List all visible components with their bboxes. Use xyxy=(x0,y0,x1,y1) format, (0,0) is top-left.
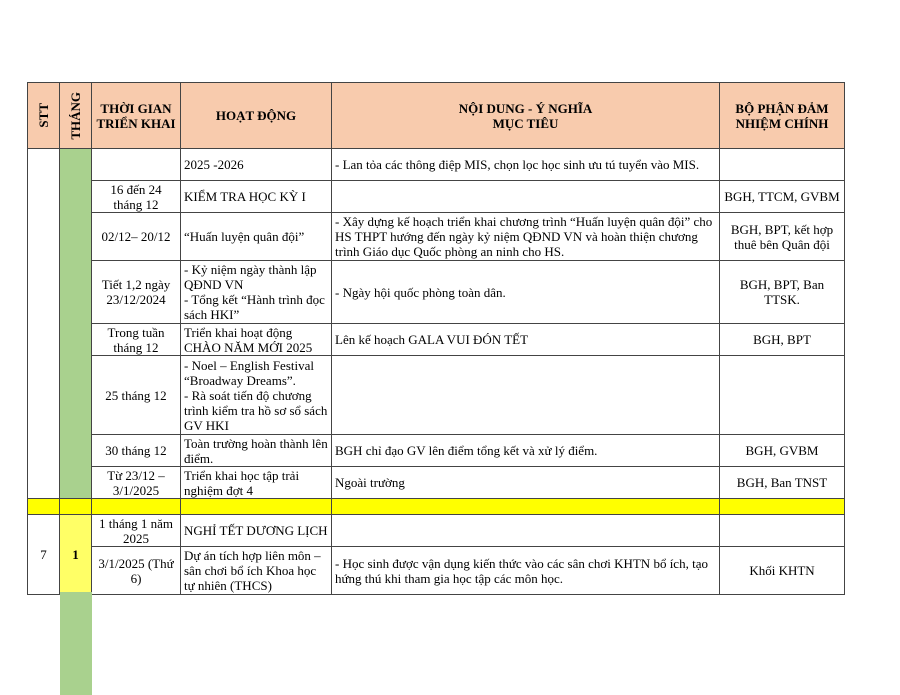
table-row xyxy=(28,149,845,181)
activity-cell xyxy=(181,261,332,324)
separator-cell xyxy=(181,499,332,515)
content-cell: Lên kế hoạch GALA VUI ĐÓN TẾT xyxy=(332,324,720,356)
table-row xyxy=(28,515,845,547)
activity-line: - Noel – English Festival “Broadway Dreams”. xyxy=(184,357,314,388)
activity-line: - Tổng kết “Hành trình đọc sách HKI” xyxy=(184,292,325,322)
dept-cell: BGH, BPT, kết hợp thuê bên Quân đội xyxy=(720,213,845,261)
time-cell: 16 đến 24 tháng 12 xyxy=(92,181,181,213)
content-cell xyxy=(332,181,720,213)
dept-cell: BGH, Ban TNST xyxy=(720,467,845,499)
activity-cell xyxy=(181,356,332,435)
table-row xyxy=(28,213,845,261)
table-row xyxy=(28,181,845,213)
activity-line: - Kỷ niệm ngày thành lập QĐND VN xyxy=(184,262,317,292)
activity-cell: Triển khai học tập trải nghiệm đợt 4 xyxy=(181,467,332,499)
table-row xyxy=(28,324,845,356)
activity-cell: Triển khai hoạt động CHÀO NĂM MỚI 2025 xyxy=(181,324,332,356)
activity-cell: “Huấn luyện quân đội” xyxy=(181,213,332,261)
table-row xyxy=(28,467,845,499)
activity-cell: KIỂM TRA HỌC KỲ I xyxy=(181,181,332,213)
dept-cell: BGH, BPT, Ban TTSK. xyxy=(720,261,845,324)
content-cell: Ngoài trường xyxy=(332,467,720,499)
stt-cell: 7 xyxy=(28,515,60,595)
activity-line: - Rà soát tiến độ chương trình kiểm tra hồ sơ sổ sách GV HKI xyxy=(184,387,328,433)
separator-cell xyxy=(60,499,92,515)
dept-cell: BGH, BPT xyxy=(720,324,845,356)
activity-plan-table xyxy=(27,82,845,595)
table-row xyxy=(28,547,845,595)
separator-cell xyxy=(28,499,60,515)
content-cell xyxy=(332,356,720,435)
header-thoigian: THỜI GIAN TRIỂN KHAI xyxy=(92,83,181,149)
header-hoatdong: HOẠT ĐỘNG xyxy=(181,83,332,149)
activity-cell: Dự án tích hợp liên môn – sân chơi bổ ích Khoa học tự nhiên (THCS) xyxy=(181,547,332,595)
time-cell: Từ 23/12 – 3/1/2025 xyxy=(92,467,181,499)
time-cell: Trong tuần tháng 12 xyxy=(92,324,181,356)
separator-cell xyxy=(92,499,181,515)
table-header-row xyxy=(28,83,845,149)
table-row xyxy=(28,356,845,435)
separator-cell xyxy=(720,499,845,515)
header-bophan: BỘ PHẬN ĐẢM NHIỆM CHÍNH xyxy=(720,83,845,149)
activity-cell: NGHỈ TẾT DƯƠNG LỊCH xyxy=(181,515,332,547)
separator-cell xyxy=(332,499,720,515)
separator-row xyxy=(28,499,845,515)
time-cell: 25 tháng 12 xyxy=(92,356,181,435)
dept-cell: Khối KHTN xyxy=(720,547,845,595)
stt-cell xyxy=(28,149,60,499)
time-cell: 1 tháng 1 năm 2025 xyxy=(92,515,181,547)
content-cell: - Ngày hội quốc phòng toàn dân. xyxy=(332,261,720,324)
dept-cell xyxy=(720,149,845,181)
content-cell: - Học sinh được vận dụng kiến thức vào các sân chơi KHTN bổ ích, tạo hứng thú khi tham gia học tập các môn học. xyxy=(332,547,720,595)
dept-cell xyxy=(720,515,845,547)
header-thang: THÁNG xyxy=(60,83,92,149)
month-cell xyxy=(60,149,92,499)
content-cell xyxy=(332,515,720,547)
time-cell: 02/12– 20/12 xyxy=(92,213,181,261)
content-cell: BGH chỉ đạo GV lên điểm tổng kết và xử lý điểm. xyxy=(332,435,720,467)
dept-cell xyxy=(720,356,845,435)
month-column-continuation xyxy=(60,592,92,695)
activity-cell: Toàn trường hoàn thành lên điểm. xyxy=(181,435,332,467)
table-row xyxy=(28,435,845,467)
table-row xyxy=(28,261,845,324)
time-cell: 3/1/2025 (Thứ 6) xyxy=(92,547,181,595)
time-cell xyxy=(92,149,181,181)
content-cell: - Xây dựng kế hoạch triển khai chương trình “Huấn luyện quân đội” cho HS THPT hướng đến ngày kỷ niệm QĐND VN và hoàn thiện chương trình Giáo dục Quốc phòng an ninh cho HS. xyxy=(332,213,720,261)
header-noidung: NỘI DUNG - Ý NGHĨA MỤC TIÊU xyxy=(332,83,720,149)
activity-cell: 2025 -2026 xyxy=(181,149,332,181)
time-cell: Tiết 1,2 ngày 23/12/2024 xyxy=(92,261,181,324)
time-cell: 30 tháng 12 xyxy=(92,435,181,467)
header-stt: STT xyxy=(28,83,60,149)
content-cell: - Lan tỏa các thông điệp MIS, chọn lọc học sinh ưu tú tuyển vào MIS. xyxy=(332,149,720,181)
month-cell: 1 xyxy=(60,515,92,595)
dept-cell: BGH, TTCM, GVBM xyxy=(720,181,845,213)
dept-cell: BGH, GVBM xyxy=(720,435,845,467)
